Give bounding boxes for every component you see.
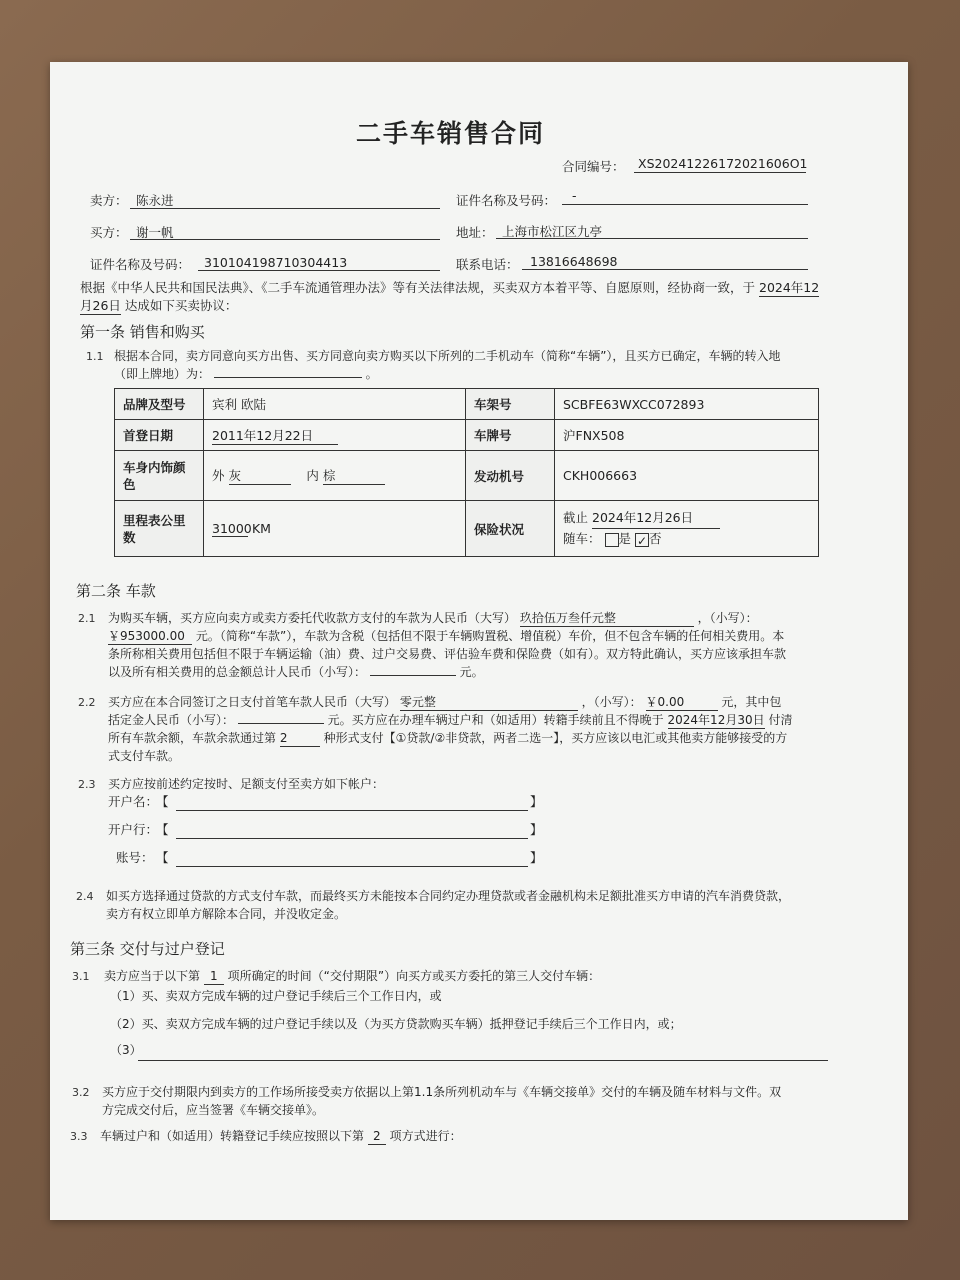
clause-1-1-end: 。 — [365, 367, 378, 381]
account-number-bracket-right: 】 — [530, 850, 543, 865]
destination-blank — [214, 377, 362, 378]
phone-value: 13816648698 — [530, 254, 618, 269]
table-row — [115, 451, 819, 501]
plate-label: 车牌号 — [466, 420, 555, 451]
mileage-cell — [204, 501, 466, 557]
account-number-label: 账号： — [116, 850, 154, 865]
clause-2-2-f: 付清 — [768, 713, 793, 727]
clause-1-1-number: 1.1 — [86, 350, 104, 363]
contract-paper — [50, 62, 908, 1220]
seller-id-value: - — [572, 188, 577, 203]
vin-value: SCBFE63WXCC072893 — [555, 389, 819, 420]
seller-id-label: 证件名称及号码： — [456, 193, 557, 208]
clause-3-1-option-3: （3） — [110, 1043, 142, 1057]
address-label: 地址： — [456, 225, 494, 240]
clause-3-1-option-2: （2）买、卖双方完成车辆的过户登记手续以及（为买方贷款购买车辆）抵押登记手续后三个工作日内，或； — [110, 1017, 682, 1031]
brand-value: 宾利 欧陆 — [204, 389, 466, 420]
deposit-blank — [238, 723, 324, 724]
intro-line-1 — [80, 280, 819, 297]
phone-label: 联系电话： — [456, 257, 519, 272]
clause-2-1-c: 元。（简称“车款”），车款为含税（包括但不限于车辆购置税、增值税）车价，但不包含车辆的任何相关费用。本 — [195, 629, 785, 643]
contract-no-underline — [634, 172, 806, 173]
contract-no-value: XS20241226172021606O1 — [638, 156, 808, 171]
clause-2-4-line-2: 卖方有权立即单方解除本合同，并没收定金。 — [106, 907, 347, 921]
clause-2-1-line-1 — [108, 610, 758, 627]
clause-3-2-line-2: 方完成交付后，应当签署《车辆交接单》。 — [102, 1103, 325, 1117]
account-number-line — [176, 866, 528, 867]
transfer-option-number: 2 — [368, 1128, 386, 1145]
mileage-unit: KM — [251, 520, 271, 536]
buyer-id-value: 310104198710304413 — [204, 255, 348, 270]
clause-2-2-a: 买方应在本合同签订之日支付首笔车款人民币（大写） — [108, 695, 397, 709]
contract-no-label: 合同编号： — [562, 159, 625, 174]
account-bank-label: 开户行： — [108, 822, 159, 837]
insurance-label: 保险状况 — [466, 501, 555, 557]
regdate-value: 2011年12月22日 — [212, 426, 338, 445]
clause-3-1-b: 项所确定的时间（“交付期限”）向买方或买方委托的第三人交付车辆： — [227, 969, 601, 983]
vin-label: 车架号 — [466, 389, 555, 420]
clause-2-3-number: 2.3 — [78, 778, 96, 791]
clause-3-2-number: 3.2 — [72, 1086, 90, 1099]
table-row — [115, 389, 819, 420]
clause-2-2-line-4: 式支付车款。 — [108, 749, 181, 763]
color-out-prefix: 外 — [212, 468, 225, 483]
color-out-value: 灰 — [229, 466, 291, 485]
intro-line-2 — [80, 298, 237, 315]
account-bank-line — [176, 838, 528, 839]
yes-label: 是 — [618, 531, 632, 546]
clause-3-1-option-3-line — [138, 1060, 828, 1061]
insurance-cell — [555, 501, 819, 557]
clause-2-1-e: 以及所有相关费用的总金额总计人民币（小写）： — [108, 665, 367, 679]
address-value: 上海市松江区九亭 — [502, 224, 603, 239]
clause-2-1-line-4 — [108, 664, 484, 680]
color-label: 车身内饰颜色 — [115, 451, 204, 501]
color-in-prefix: 内 — [306, 468, 319, 483]
clause-2-2-h: 种形式支付【①贷款/②非贷款，两者二选一】，买方应该以电汇或其他卖方能够接受的方 — [323, 731, 788, 745]
clause-3-1-number: 3.1 — [72, 970, 90, 983]
clause-2-2-number: 2.2 — [78, 696, 96, 709]
regdate-cell — [204, 420, 466, 451]
regdate-label: 首登日期 — [115, 420, 204, 451]
down-payment-uppercase: 零元整 — [400, 694, 578, 711]
clause-1-1-text-1: 根据本合同，卖方同意向买方出售、买方同意向卖方购买以下所列的二手机动车（简称“车辆”），且买方已确定，车辆的转入地 — [114, 349, 781, 363]
buyer-id-underline — [198, 270, 440, 271]
seller-value: 陈永进 — [136, 193, 174, 208]
clause-2-1-number: 2.1 — [78, 612, 96, 625]
no-checkbox[interactable] — [635, 533, 649, 547]
brand-label: 品牌及型号 — [115, 389, 204, 420]
clause-1-1-text-2 — [114, 366, 378, 382]
section-1-title: 第一条 销售和购买 — [80, 323, 205, 341]
clause-2-2-b: ，（小写）： — [581, 695, 642, 709]
clause-2-2-line-1 — [108, 694, 781, 711]
account-bank-bracket-right: 】 — [530, 822, 543, 837]
account-name-bracket-right: 】 — [530, 794, 543, 809]
with-car-label: 随车： — [563, 531, 601, 546]
intro-date-a: 2024年12 — [759, 280, 820, 295]
seller-underline — [130, 208, 440, 209]
account-name-label: 开户名： — [108, 794, 159, 809]
account-bank-bracket-left: 【 — [156, 822, 169, 837]
clause-3-3-line-1 — [100, 1128, 462, 1145]
section-2-title: 第二条 车款 — [76, 582, 156, 600]
clause-2-4-line-1: 如买方选择通过贷款的方式支付车款，而最终买方未能按本合同约定办理贷款或者金融机构未足额批准买方申请的汽车消费贷款， — [106, 889, 791, 903]
clause-2-1-f: 元。 — [459, 665, 484, 679]
insurance-prefix: 截止 — [563, 510, 589, 525]
phone-underline — [522, 269, 808, 270]
price-lowercase: ￥953000.00 — [108, 628, 192, 645]
delivery-option-number: 1 — [204, 968, 224, 985]
clause-3-3-b: 项方式进行： — [389, 1129, 462, 1143]
clause-3-2-line-1: 买方应于交付期限内到卖方的工作场所接受卖方依据以上第1.1条所列机动车与《车辆交接单》交付的车辆及随车材料与文件。双 — [102, 1085, 782, 1099]
engine-value: CKH006663 — [555, 451, 819, 501]
yes-checkbox[interactable] — [605, 533, 619, 547]
clause-2-2-line-3 — [108, 730, 787, 747]
payment-method-number: 2 — [280, 730, 320, 747]
down-payment-lowercase: ￥0.00 — [646, 694, 718, 711]
buyer-id-label: 证件名称及号码： — [90, 257, 191, 272]
clause-3-1-a: 卖方应当于以下第 — [104, 969, 201, 983]
color-cell — [204, 451, 466, 501]
clause-2-1-line-2 — [108, 628, 784, 645]
section-3-title: 第三条 交付与过户登记 — [70, 940, 225, 958]
balance-due-date: 2024年12月30日 — [667, 713, 765, 727]
clause-2-2-e: 元。买方应在办理车辆过户和（如适用）转籍手续前且不得晚于 — [327, 713, 664, 727]
price-uppercase: 玖拾伍万叁仟元整 — [520, 610, 694, 627]
plate-value: 沪FNX508 — [555, 420, 819, 451]
clause-2-4-number: 2.4 — [76, 890, 94, 903]
clause-3-1-line-1 — [104, 968, 600, 985]
engine-label: 发动机号 — [466, 451, 555, 501]
account-name-line — [176, 810, 528, 811]
color-in-value: 棕 — [323, 466, 385, 485]
clause-2-3-text: 买方应按前述约定按时、足额支付至卖方如下帐户： — [108, 777, 385, 791]
mileage-label: 里程表公里数 — [115, 501, 204, 557]
buyer-underline — [130, 239, 440, 240]
clause-3-3-number: 3.3 — [70, 1130, 88, 1143]
intro-text-1: 根据《中华人民共和国民法典》、《二手车流通管理办法》等有关法律法规，买卖双方本着平等、自愿原则，经协商一致，于 — [80, 280, 756, 295]
clause-1-1-text-2-prefix: （即上牌地）为： — [114, 367, 211, 381]
document-title: 二手车销售合同 — [356, 119, 546, 148]
clause-2-2-c: 元，其中包 — [721, 695, 782, 709]
no-label: 否 — [649, 531, 662, 546]
clause-2-1-b: ，（小写）： — [697, 611, 758, 625]
clause-2-2-line-2 — [108, 712, 792, 729]
clause-3-3-a: 车辆过户和（如适用）转籍登记手续应按照以下第 — [100, 1129, 365, 1143]
clause-2-2-d: 括定金人民币（小写）： — [108, 713, 235, 727]
clause-2-1-line-3: 条所称相关费用包括但不限于车辆运输（油）费、过户交易费、评估验车费和保险费（如有）。双方特此确认，买方应该承担车款 — [108, 647, 787, 661]
address-underline — [496, 238, 808, 239]
insurance-date: 2024年12月26日 — [592, 508, 720, 529]
clause-2-1-a: 为购买车辆，买方应向卖方或卖方委托代收款方支付的车款为人民币（大写） — [108, 611, 517, 625]
seller-label: 卖方： — [90, 193, 128, 208]
clause-3-1-option-1: （1）买、卖双方完成车辆的过户登记手续后三个工作日内，或 — [110, 989, 442, 1003]
intro-date-b: 月26日 — [80, 298, 121, 313]
mileage-value: 31000 — [212, 520, 252, 536]
table-row — [115, 420, 819, 451]
clause-2-2-g: 所有车款余额，车款余款通过第 — [108, 731, 277, 745]
table-row — [115, 501, 819, 557]
buyer-value: 谢一帆 — [136, 225, 174, 240]
account-number-bracket-left: 【 — [156, 850, 169, 865]
intro-text-2: 达成如下买卖协议： — [124, 298, 238, 313]
account-name-bracket-left: 【 — [156, 794, 169, 809]
total-blank — [370, 675, 456, 676]
buyer-label: 买方： — [90, 225, 128, 240]
vehicle-info-table — [114, 388, 819, 557]
seller-id-underline — [562, 204, 808, 205]
